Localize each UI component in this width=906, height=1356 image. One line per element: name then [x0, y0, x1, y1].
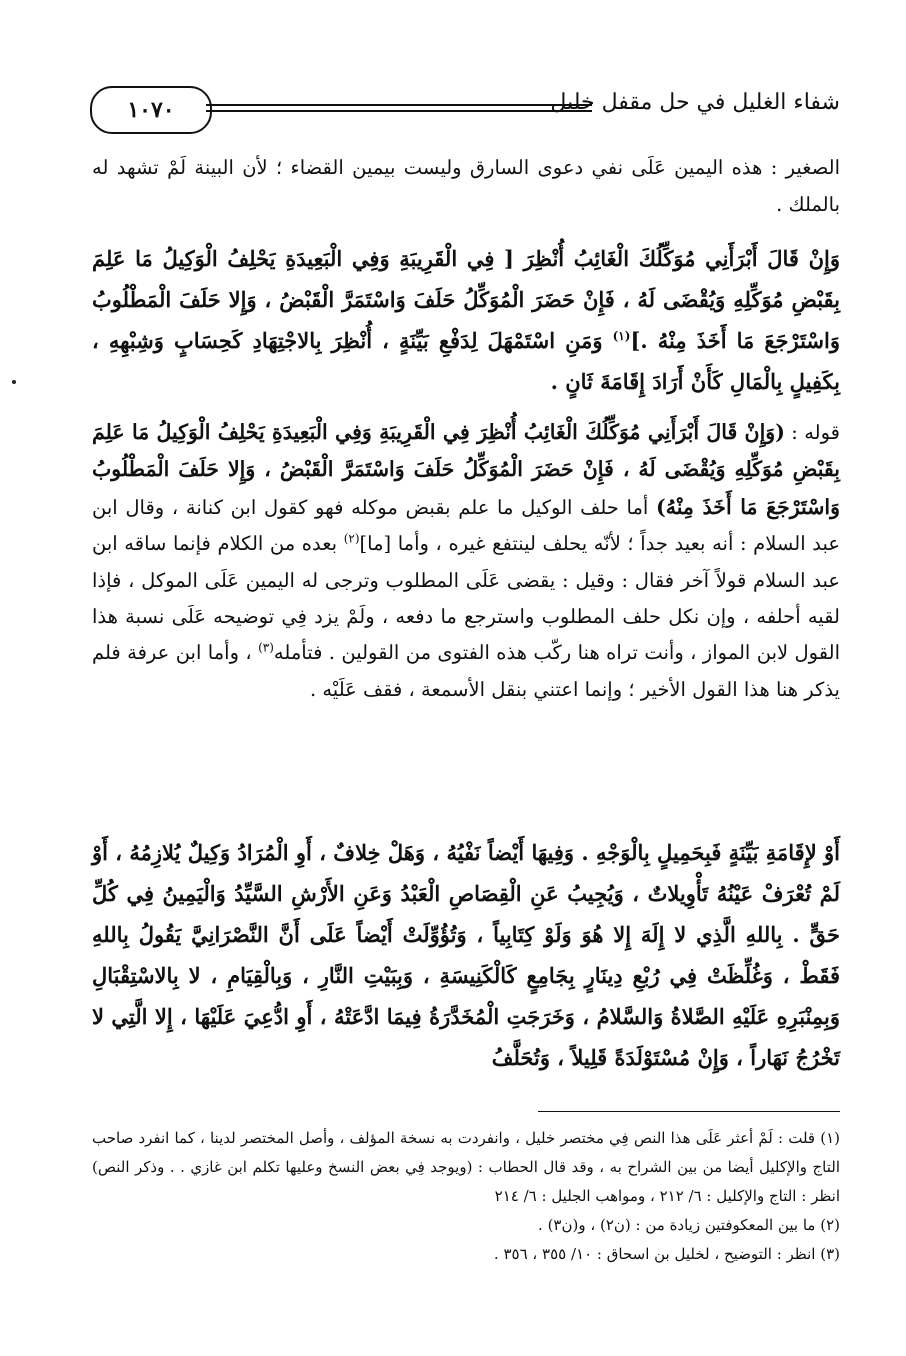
header-double-rule: [206, 104, 592, 106]
footnote-separator: [538, 1111, 840, 1112]
commentary-text-b: بعده من الكلام فإنما ساقه ابن عبد السلام قولاً آخر فقال : وقيل : يقضى عَلَى المطلوب وترجى له اليمين عَلَى الموكل ، فإذا لقيه أحلفه ، وإن نكل حلف المطلوب واسترجع ما دفعه ، ولَمْ يزد فِي توضيحه عَلَى نسبة هذا القول لابن المواز ، وأنت تراه هنا ركّب هذه الفتوى من القولين . فتأمله: [92, 532, 840, 665]
commentary-intro: قوله :: [784, 421, 841, 444]
footnote-ref-1: (١): [612, 329, 631, 343]
book-title: شفاء الغليل في حل مقفل خليل: [550, 90, 840, 115]
matn-paragraph-2: أَوْ لإِقَامَةِ بَيِّنَةٍ فَبِحَمِيلٍ بِالْوَجْهِ . وَفِيهَا أَيْضاً نَفْيُهُ ، وَهَلْ خِلافٌ ، أَوِ الْمُرَادُ وَكِيلٌ يُلازِمُهُ ، أَوْ لَمْ تُعْرَفْ عَيْنُهُ تَأْوِيلاتٌ ، وَيُجِيبُ عَنِ الْقِصَاصِ الْعَبْدُ وَعَنِ الأَرْشِ السَّيِّدُ وَالْيَمِينُ فِي كُلِّ حَقٍّ . بِاللهِ الَّذِي لا إِلَهَ إِلا هُوَ وَلَوْ كِتَابِياً ، وَتُؤُوِّلَتْ أَيْضاً عَلَى أَنَّ النَّصْرَانِيَّ يَقُولُ بِاللهِ فَقَطْ ، وَغُلِّظَتْ فِي رُبْعِ دِينَارٍ بِجَامِعٍ كَالْكَنِيسَةِ ، وَبِبَيْتِ النَّارِ ، وَبِالْقِيَامِ ، لا بِالاسْتِقْبَالِ وَبِمِنْبَرِهِ عَلَيْهِ الصَّلاةُ وَالسَّلامُ ، وَخَرَجَتِ الْمُخَدَّرَةُ فِيمَا ادَّعَتْهُ ، أَوِ ادُّعِيَ عَلَيْهَا ، إِلا الَّتِي لا تَخْرُجُ نَهَاراً ، وَإِنْ مُسْتَوْلَدَةً قَلِيلاً ، وَتُحَلَّفُ: [92, 840, 840, 1070]
running-header: [90, 86, 840, 136]
margin-speck: [12, 380, 16, 384]
footnote-ref-3: (٣): [258, 640, 274, 655]
matn-text: وَإِنْ قَالَ أَبْرَأَنِي مُوَكِّلُكَ الْغَائِبُ أُنْظِرَ [ فِي الْقَرِيبَةِ وَفِي الْبَعِيدَةِ يَحْلِفُ الْوَكِيلُ مَا عَلِمَ بِقَبْضِ مُوَكِّلِهِ وَيُقْضَى لَهُ ، فَإِنْ حَضَرَ الْمُوَكِّلُ حَلَفَ وَاسْتَمَرَّ الْقَبْضُ ، وَإِلا حَلَفَ الْمَطْلُوبُ وَاسْتَرْجَعَ مَا أَخَذَ مِنْهُ .]: [92, 246, 840, 353]
footnote-3: (٣) انظر : التوضيح ، لخليل بن اسحاق : ١٠/ ٣٥٥ ، ٣٥٦ .: [493, 1245, 840, 1263]
footnote-2: (٢) ما بين المعكوفتين زيادة من : (ن٢) ، و(ن٣) .: [538, 1216, 840, 1234]
quoted-matn: (وَإِنْ قَالَ أَبْرَأَنِي مُوَكِّلُكَ الْغَائِبُ أُنْظِرَ فِي الْقَرِيبَةِ وَفِي الْبَعِيدَةِ يَحْلِفُ الْوَكِيلُ مَا عَلِمَ بِقَبْضِ مُوَكِّلِهِ وَيُقْضَى لَهُ ، فَإِنْ حَضَرَ الْمُوَكِّلُ حَلَفَ وَاسْتَمَرَّ الْقَبْضُ ، وَإِلا حَلَفَ الْمَطْلُوبُ وَاسْتَرْجَعَ مَا أَخَذَ مِنْهُ): [92, 420, 840, 519]
commentary-text-c: ، وأما ابن عرفة فلم يذكر هنا هذا القول الأخير ؛ وإنما اعتني بنقل الأسمعة ، فقف عَلَيْه .: [92, 641, 840, 701]
commentary-text-a: أما حلف الوكيل ما علم بقبض موكله فهو كقول ابن كنانة ، وقال ابن عبد السلام : أنه بعيد جداً ؛ لأنّه يحلف لينتفع غيره ، وأما [ما]: [92, 495, 840, 556]
matn-text-tail: وَمَنِ اسْتَمْهَلَ لِدَفْعِ بَيِّنَةٍ ، أُنْظِرَ بِالاجْتِهَادِ كَحِسَابٍ وَشِبْهِهِ ، بِكَفِيلٍ بِالْمَالِ كَأَنْ أَرَادَ إِقَامَةَ ثَانٍ .: [92, 328, 840, 394]
commentary-paragraph-2: [92, 414, 840, 708]
footnotes: [92, 1124, 840, 1269]
footnote-ref-2: (٢): [343, 531, 360, 546]
commentary-paragraph-1: الصغير : هذه اليمين عَلَى نفي دعوى السارق وليست بيمين القضاء ؛ لأن البينة لَمْ تشهد له بالملك .: [92, 156, 840, 216]
page-number: ١٠٧٠: [90, 86, 212, 134]
matn-paragraph-1: [92, 238, 840, 402]
footnote-1: (١) قلت : لَمْ أعثر عَلَى هذا النص فِي مختصر خليل ، وانفردت به نسخة المؤلف ، وأصل المختصر لدينا ، كما انفرد صاحب التاج والإكليل أيضا من بين الشراح به ، وقد قال الحطاب : (ويوجد فِي بعض النسخ وعليها تكلم ابن غازي . . وذكر النص) انظر : التاج والإكليل : ٦/ ٢١٢ ، ومواهب الجليل : ٦/ ٢١٤: [92, 1129, 840, 1205]
